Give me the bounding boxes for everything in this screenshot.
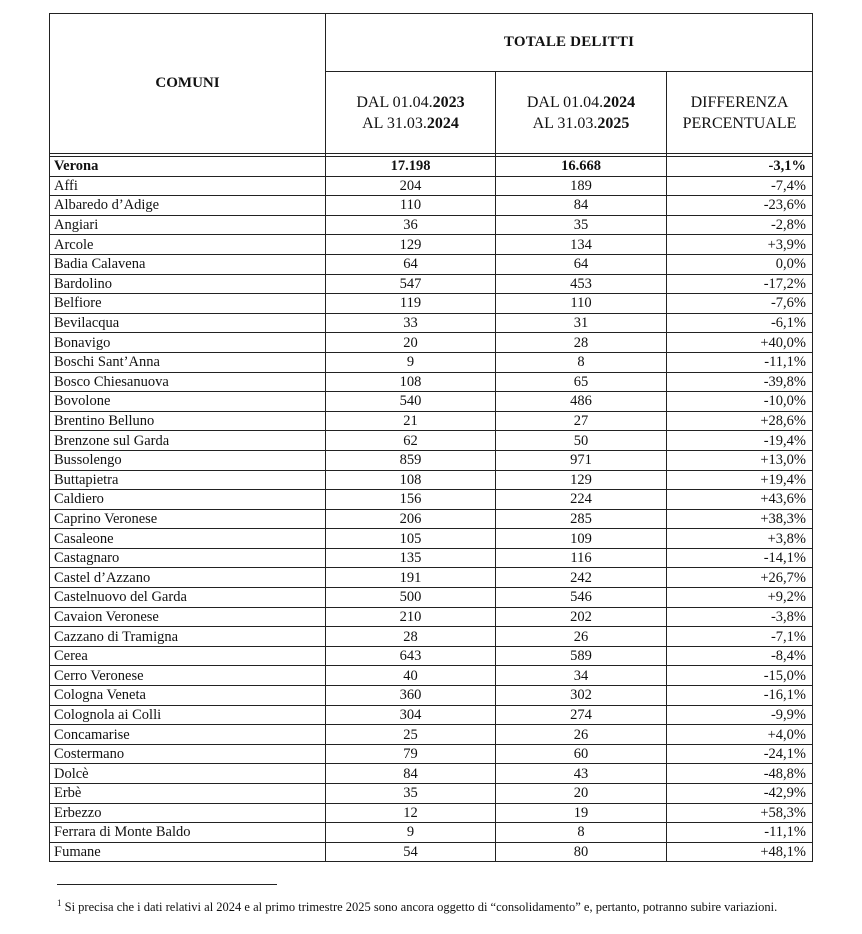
period-end-label: AL 31.03. xyxy=(532,114,598,132)
comune-name: Belfiore xyxy=(50,294,326,314)
table-row xyxy=(50,529,813,549)
comune-name: Cerea xyxy=(50,646,326,666)
percent-difference: +28,6% xyxy=(667,411,813,431)
table-row xyxy=(50,294,813,314)
table-row xyxy=(50,254,813,274)
percent-difference: 0,0% xyxy=(667,254,813,274)
comune-name: Brentino Belluno xyxy=(50,411,326,431)
table-row xyxy=(50,509,813,529)
percent-difference: -8,4% xyxy=(667,646,813,666)
table-row xyxy=(50,352,813,372)
value-2023-2024: 35 xyxy=(326,784,496,804)
value-2023-2024: 360 xyxy=(326,686,496,706)
value-2024-2025: 116 xyxy=(496,548,667,568)
comune-name: Bardolino xyxy=(50,274,326,294)
table-row xyxy=(50,823,813,843)
table-row xyxy=(50,333,813,353)
table-row xyxy=(50,176,813,196)
header-percentuale: PERCENTUALE xyxy=(682,114,797,132)
comune-name: Brenzone sul Garda xyxy=(50,431,326,451)
period-end-year: 2025 xyxy=(597,114,630,132)
value-2024-2025: 274 xyxy=(496,705,667,725)
period-start-label: DAL 01.04. xyxy=(356,93,433,111)
comune-name: Arcole xyxy=(50,235,326,255)
value-2024-2025: 224 xyxy=(496,490,667,510)
footnote-marker: 1 xyxy=(57,898,62,908)
footnote xyxy=(57,895,817,915)
value-2024-2025: 80 xyxy=(496,842,667,862)
percent-difference: -39,8% xyxy=(667,372,813,392)
value-2023-2024: 210 xyxy=(326,607,496,627)
table-row xyxy=(50,607,813,627)
value-2023-2024: 9 xyxy=(326,352,496,372)
percent-difference: -16,1% xyxy=(667,686,813,706)
table-row xyxy=(50,313,813,333)
percent-difference: -24,1% xyxy=(667,744,813,764)
percent-difference: +40,0% xyxy=(667,333,813,353)
comune-name: Boschi Sant’Anna xyxy=(50,352,326,372)
table-row xyxy=(50,666,813,686)
value-2023-2024: 64 xyxy=(326,254,496,274)
value-2023-2024: 40 xyxy=(326,666,496,686)
percent-difference: -42,9% xyxy=(667,784,813,804)
comune-name: Castel d’Azzano xyxy=(50,568,326,588)
value-2024-2025: 589 xyxy=(496,646,667,666)
percent-difference: +13,0% xyxy=(667,450,813,470)
comune-name: Cavaion Veronese xyxy=(50,607,326,627)
comune-name: Fumane xyxy=(50,842,326,862)
comune-name: Erbè xyxy=(50,784,326,804)
percent-difference: +38,3% xyxy=(667,509,813,529)
value-2023-2024: 12 xyxy=(326,803,496,823)
value-2023-2024: 25 xyxy=(326,725,496,745)
percent-difference: +26,7% xyxy=(667,568,813,588)
value-2023-2024: 20 xyxy=(326,333,496,353)
value-2024-2025: 16.668 xyxy=(496,157,667,177)
percent-difference: -14,1% xyxy=(667,548,813,568)
value-2024-2025: 35 xyxy=(496,215,667,235)
table-row xyxy=(50,274,813,294)
value-2024-2025: 109 xyxy=(496,529,667,549)
table-row xyxy=(50,431,813,451)
value-2023-2024: 21 xyxy=(326,411,496,431)
percent-difference: +48,1% xyxy=(667,842,813,862)
value-2024-2025: 242 xyxy=(496,568,667,588)
comune-name: Cerro Veronese xyxy=(50,666,326,686)
percent-difference: -23,6% xyxy=(667,196,813,216)
value-2023-2024: 547 xyxy=(326,274,496,294)
percent-difference: -9,9% xyxy=(667,705,813,725)
comune-name: Bevilacqua xyxy=(50,313,326,333)
value-2024-2025: 486 xyxy=(496,392,667,412)
percent-difference: -11,1% xyxy=(667,352,813,372)
value-2023-2024: 62 xyxy=(326,431,496,451)
value-2024-2025: 8 xyxy=(496,823,667,843)
value-2023-2024: 17.198 xyxy=(326,157,496,177)
value-2023-2024: 129 xyxy=(326,235,496,255)
comune-name: Affi xyxy=(50,176,326,196)
value-2024-2025: 26 xyxy=(496,725,667,745)
value-2023-2024: 119 xyxy=(326,294,496,314)
table-row xyxy=(50,705,813,725)
comune-name: Buttapietra xyxy=(50,470,326,490)
percent-difference: -17,2% xyxy=(667,274,813,294)
percent-difference: +58,3% xyxy=(667,803,813,823)
comune-name: Bonavigo xyxy=(50,333,326,353)
value-2024-2025: 19 xyxy=(496,803,667,823)
value-2024-2025: 302 xyxy=(496,686,667,706)
footnote-text: Si precisa che i dati relativi al 2024 e al primo trimestre 2025 sono ancora oggetto di “consolidamento” e, pertanto, potranno subire variazioni. xyxy=(64,900,778,915)
table-row xyxy=(50,215,813,235)
comune-name: Bosco Chiesanuova xyxy=(50,372,326,392)
value-2024-2025: 28 xyxy=(496,333,667,353)
header-period-2023-2024 xyxy=(326,72,496,154)
value-2023-2024: 79 xyxy=(326,744,496,764)
value-2024-2025: 202 xyxy=(496,607,667,627)
value-2024-2025: 27 xyxy=(496,411,667,431)
percent-difference: +3,9% xyxy=(667,235,813,255)
value-2024-2025: 129 xyxy=(496,470,667,490)
value-2023-2024: 33 xyxy=(326,313,496,333)
comune-name: Ferrara di Monte Baldo xyxy=(50,823,326,843)
comune-name: Badia Calavena xyxy=(50,254,326,274)
value-2024-2025: 546 xyxy=(496,588,667,608)
comune-name: Castagnaro xyxy=(50,548,326,568)
value-2023-2024: 859 xyxy=(326,450,496,470)
value-2023-2024: 156 xyxy=(326,490,496,510)
header-differenza-percentuale xyxy=(667,72,813,154)
comune-name: Caprino Veronese xyxy=(50,509,326,529)
value-2023-2024: 304 xyxy=(326,705,496,725)
percent-difference: -11,1% xyxy=(667,823,813,843)
value-2024-2025: 50 xyxy=(496,431,667,451)
value-2023-2024: 84 xyxy=(326,764,496,784)
percent-difference: -6,1% xyxy=(667,313,813,333)
percent-difference: -7,1% xyxy=(667,627,813,647)
table-row xyxy=(50,450,813,470)
percent-difference: -2,8% xyxy=(667,215,813,235)
value-2024-2025: 285 xyxy=(496,509,667,529)
comune-name: Castelnuovo del Garda xyxy=(50,588,326,608)
value-2023-2024: 540 xyxy=(326,392,496,412)
value-2024-2025: 60 xyxy=(496,744,667,764)
table-row xyxy=(50,411,813,431)
value-2024-2025: 20 xyxy=(496,784,667,804)
value-2024-2025: 26 xyxy=(496,627,667,647)
percent-difference: -7,6% xyxy=(667,294,813,314)
value-2024-2025: 84 xyxy=(496,196,667,216)
value-2023-2024: 36 xyxy=(326,215,496,235)
comune-name: Colognola ai Colli xyxy=(50,705,326,725)
table-row xyxy=(50,196,813,216)
period-end-year: 2024 xyxy=(426,114,459,132)
value-2023-2024: 54 xyxy=(326,842,496,862)
comune-name: Concamarise xyxy=(50,725,326,745)
percent-difference: -7,4% xyxy=(667,176,813,196)
footnote-separator xyxy=(57,884,277,885)
comune-name: Erbezzo xyxy=(50,803,326,823)
comune-name: Cologna Veneta xyxy=(50,686,326,706)
table-row xyxy=(50,803,813,823)
table-row xyxy=(50,235,813,255)
table-row xyxy=(50,686,813,706)
table-row xyxy=(50,372,813,392)
comune-name: Casaleone xyxy=(50,529,326,549)
value-2023-2024: 9 xyxy=(326,823,496,843)
period-start-label: DAL 01.04. xyxy=(526,93,604,111)
value-2023-2024: 110 xyxy=(326,196,496,216)
table-row xyxy=(50,725,813,745)
percent-difference: +19,4% xyxy=(667,470,813,490)
table-row xyxy=(50,744,813,764)
table-body xyxy=(50,157,813,862)
value-2024-2025: 134 xyxy=(496,235,667,255)
value-2023-2024: 28 xyxy=(326,627,496,647)
table-row xyxy=(50,842,813,862)
percent-difference: -3,1% xyxy=(667,157,813,177)
table-row xyxy=(50,627,813,647)
value-2023-2024: 108 xyxy=(326,470,496,490)
value-2024-2025: 64 xyxy=(496,254,667,274)
percent-difference: -3,8% xyxy=(667,607,813,627)
value-2024-2025: 65 xyxy=(496,372,667,392)
value-2023-2024: 135 xyxy=(326,548,496,568)
value-2024-2025: 453 xyxy=(496,274,667,294)
comune-name: Dolcè xyxy=(50,764,326,784)
percent-difference: +3,8% xyxy=(667,529,813,549)
table-row xyxy=(50,548,813,568)
value-2024-2025: 34 xyxy=(496,666,667,686)
comune-name: Bovolone xyxy=(50,392,326,412)
header-differenza: DIFFERENZA xyxy=(690,93,789,111)
period-start-year: 2024 xyxy=(603,93,636,111)
period-end-label: AL 31.03. xyxy=(362,114,427,132)
comune-name: Caldiero xyxy=(50,490,326,510)
table-header xyxy=(50,14,813,157)
comune-name: Angiari xyxy=(50,215,326,235)
table-row xyxy=(50,157,813,177)
value-2024-2025: 189 xyxy=(496,176,667,196)
value-2024-2025: 43 xyxy=(496,764,667,784)
value-2024-2025: 971 xyxy=(496,450,667,470)
comune-name: Bussolengo xyxy=(50,450,326,470)
table-row xyxy=(50,646,813,666)
table-row xyxy=(50,764,813,784)
comune-name: Albaredo d’Adige xyxy=(50,196,326,216)
table-row xyxy=(50,470,813,490)
percent-difference: +43,6% xyxy=(667,490,813,510)
value-2023-2024: 643 xyxy=(326,646,496,666)
header-totale-delitti: TOTALE DELITTI xyxy=(326,14,813,72)
percent-difference: -10,0% xyxy=(667,392,813,412)
crime-statistics-table xyxy=(49,13,813,862)
period-start-year: 2023 xyxy=(432,93,465,111)
value-2023-2024: 206 xyxy=(326,509,496,529)
header-period-2024-2025 xyxy=(496,72,667,154)
percent-difference: +4,0% xyxy=(667,725,813,745)
value-2024-2025: 110 xyxy=(496,294,667,314)
table-row xyxy=(50,392,813,412)
percent-difference: -48,8% xyxy=(667,764,813,784)
value-2024-2025: 8 xyxy=(496,352,667,372)
value-2023-2024: 500 xyxy=(326,588,496,608)
value-2024-2025: 31 xyxy=(496,313,667,333)
value-2023-2024: 204 xyxy=(326,176,496,196)
header-comuni: COMUNI xyxy=(50,14,326,154)
value-2023-2024: 108 xyxy=(326,372,496,392)
percent-difference: -19,4% xyxy=(667,431,813,451)
table-row xyxy=(50,490,813,510)
comune-name: Costermano xyxy=(50,744,326,764)
table-row xyxy=(50,568,813,588)
comune-name: Cazzano di Tramigna xyxy=(50,627,326,647)
value-2023-2024: 105 xyxy=(326,529,496,549)
comune-name: Verona xyxy=(50,157,326,177)
value-2023-2024: 191 xyxy=(326,568,496,588)
percent-difference: +9,2% xyxy=(667,588,813,608)
percent-difference: -15,0% xyxy=(667,666,813,686)
table-row xyxy=(50,784,813,804)
table-row xyxy=(50,588,813,608)
